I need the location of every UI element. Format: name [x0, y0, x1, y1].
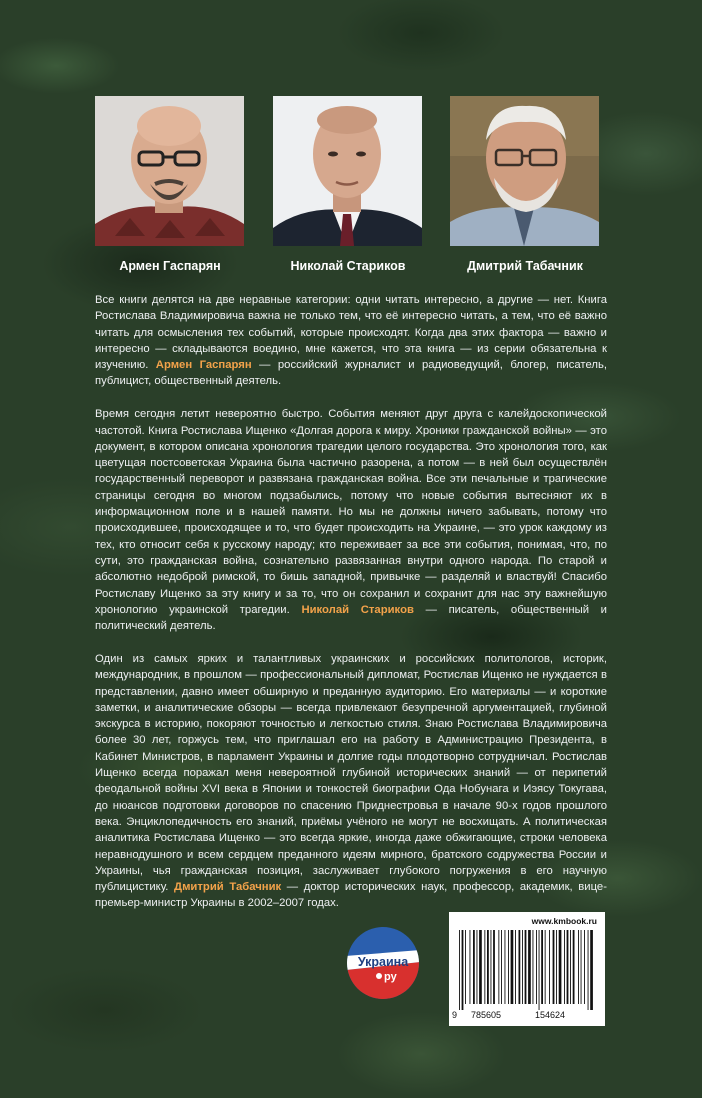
ukraina-ru-logo — [346, 926, 420, 1000]
barcode-digit-group: 9 — [452, 1010, 458, 1020]
barcode-bars — [459, 930, 595, 1010]
author-photos — [95, 96, 601, 273]
author-highlight: Николай Стариков — [301, 603, 414, 616]
blurb-text — [95, 292, 607, 928]
author-photo-gasparyan — [95, 96, 244, 246]
logo-text-line1: Украина — [357, 955, 409, 969]
logo-text-line2: ру — [384, 971, 397, 983]
author-caption: Николай Стариков — [290, 259, 406, 273]
barcode-digit-group: 785605 — [471, 1010, 502, 1020]
barcode-label — [449, 912, 605, 1026]
author-highlight: Дмитрий Табачник — [174, 881, 282, 894]
publisher-url: www.kmbook.ru — [531, 916, 597, 926]
barcode-digit-group: 154624 — [535, 1010, 566, 1020]
author-caption: Дмитрий Табачник — [467, 259, 583, 273]
author-highlight: Армен Гаспарян — [155, 359, 252, 372]
blurb-paragraph: Все книги делятся на две неравные категории: одни читать интересно, а другие — нет. Книга Ростислава Владимировича важна не только тем, что её интересно читать, а тем, что её важно читать для осмысления тех событий, которые происходят. Когда два этих фактора — важно и интересно — складываются воедино, мне кажется, что эта книга — из серии обязательна к изучению. Армен Гаспарян — российский журналист и радиоведущий, блогер, писатель, публицист, общественный деятель. — [95, 294, 607, 388]
author-photo-tabachnik — [450, 96, 599, 246]
author-caption: Армен Гаспарян — [119, 259, 221, 273]
author-photo-starikov — [273, 96, 422, 246]
blurb-paragraph: Время сегодня летит невероятно быстро. События меняют друг друга с калейдоскопической частотой. Книга Ростислава Ищенко «Долгая дорога к миру. Хроники гражданской войны» — это документ, в котором описана хронология трагедии целого государства. Это хронология того, как цветущая постсоветская Украина была частично разорена, а потом — в ней был осуществлён государственный переворот и развязана гражданская война. Все эти печальные и трагические страницы сегодня во многом подзабылись, потому что новые события вытесняют их в информационном поле и в нашей памяти. Но мы не должны ничего забывать, потому что происходившее, происходящее и то, что будет происходить на Украине, — это урок каждому из тех, кто относит себя к русскому народу; кто переживает за все эти события, понимая, что, по сути, это гражданская война, сознательно развязанная внутри одного народа. По старой и абсолютно недоброй римской, то бишь западной, привычке — разделяй и властвуй! Спасибо Ростиславу Ищенко за эту книгу и за то, что он сохранил и сохранит для нас эту важнейшую хронологию украинской трагедии. Николай Стариков — писатель, общественный и политический деятель. — [95, 408, 607, 633]
blurb-paragraph: Один из самых ярких и талантливых украинских и российских политологов, историк, международник, в прошлом — профессиональный дипломат, Ростислав Ищенко не нуждается в представлении, давно имеет обширную и преданную аудиторию. Его материалы — и короткие заметки, и аналитические обзоры — всегда привлекают безупречной аргументацией, глубиной экскурса в историю, покоряют точностью и легкостью стиля. Знаю Ростислава Владимировича более 30 лет, горжусь тем, что приглашал его на работу в Администрацию Президента, в Кабинет Министров, в парламент Украины и долгие годы плодотворно сотрудничал. Ростислав Ищенко всегда поражал меня невероятной глубиной исторических знаний — от перипетий феодальной войны XVI века в Японии и тонкостей биографии Ода Нобунага и Иэясу Токугава, до нюансов подготовки договоров по спасению Приднестровья в начале 90-х годов прошлого века. Энциклопедичность его знаний, приёмы учёного не могут не восхищать. А политическая аналитика Ростислава Ищенко — это всегда яркие, иногда даже обжигающие, строки человека неравнодушного и всем сердцем преданного идеям мирного, братского содружества России и Украины, чья гражданская позиция, заслуживает глубокого погружения в его научную публицистику. Дмитрий Табачник — доктор исторических наук, профессор, академик, вице-премьер-министр Украины в 2002–2007 годах. — [95, 652, 607, 910]
